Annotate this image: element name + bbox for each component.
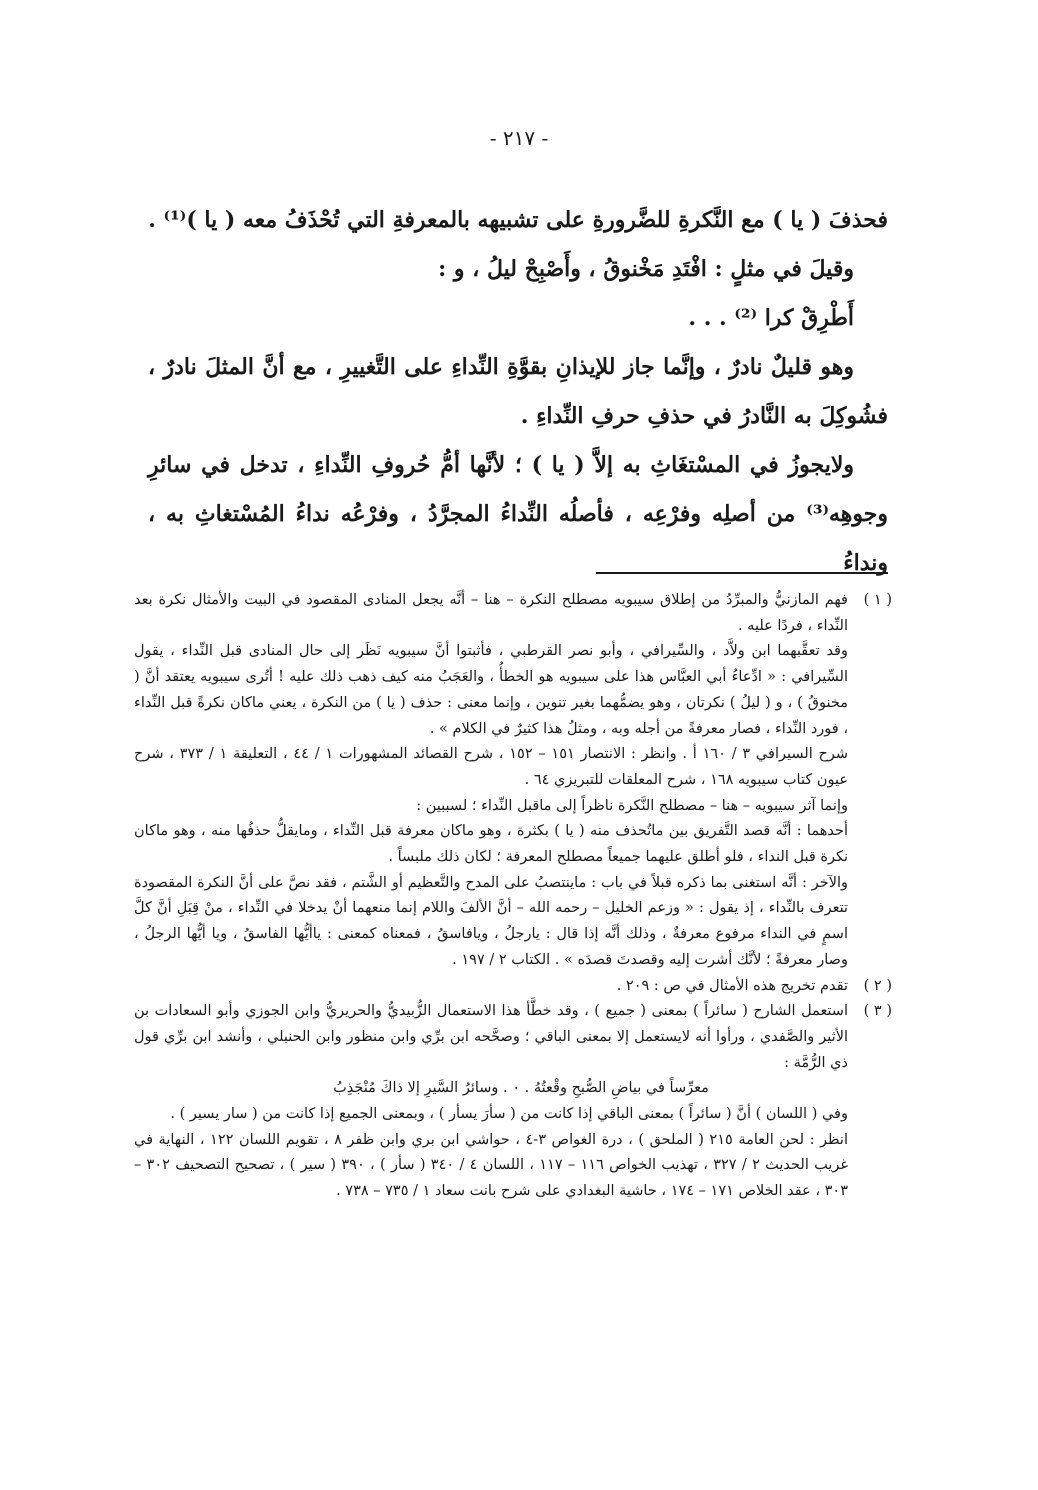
footnote-paragraph: وقد تعقَّبهما ابن ولاَّد ، والسِّيرافي ، وأبو نصر القرطبي ، فأثبتوا أنَّ سيبويه نَظَر إلى حال المنادى قبل النِّداء ، يقول السِّيرافي : « ادِّعاءُ أبي العبَّاس هذا على سيبويه هو الخطأُ ، والعَجَبُ منه كيف ذهب ذلك عليه ! أتُرى سيبويه يعتقد أنَّ ( مخنوقُ ) ، و ( ليلُ ) نكرتان ، وهو يضمُّهما بغير تنوين ، وإنما معنى : حذف ( يا ) من النكرة ، يعني ماكان نكرةً قبل النِّداء ، فورد النِّداء ، فصار معرفةً من أجله وبه ، ومثلُ هذا كثيرٌ في الكلام » . — [134, 643, 848, 737]
footnotes — [134, 588, 892, 1205]
footnote-paragraph: استعمل الشارح ( سائراً ) بمعنى ( جميع ) ، وقد خطَّأ هذا الاستعمال الزُّبيديُّ والحريريُّ وابن الجوزي وأبو السعادات بن الأثير والصَّفدي ، ورأوا أنه لايستعمل إلا بمعنى الباقي ؛ وصحَّحه ابن برِّي وابن منظور وابن الحنبلي ، وأنشد ابن برِّي قول ذي الرُّمَّة : — [134, 1003, 848, 1071]
footnote-3 — [134, 999, 892, 1205]
footnote-1 — [134, 588, 892, 974]
footnote-2 — [134, 974, 892, 1000]
footnote-divider — [596, 572, 888, 574]
footnote-paragraph: أحدهما : أنَّه قصد التَّفريق بين ماتُحذف منه ( يا ) بكثرة ، وهو ماكان معرفة قبل النِّداء ، ومايقلُّ حذفُها منه ، وهو ماكان نكرة قبل النداء ، فلو أطلق عليهما جميعاً مصطلح المعرفة ؛ لكان ذلك ملبساً . — [134, 823, 848, 866]
footnote-body — [134, 999, 848, 1205]
poem-verse: معرِّساً في بياضِ الصُّبحِ وقْعتُهُ . ٠ . وسائرُ السَّيرِ إلا ذاكَ مُنْجَذِبُ — [333, 1080, 709, 1097]
footnote-body — [134, 588, 848, 974]
footnote-number: ( ٢ ) — [863, 977, 892, 994]
footnote-number: ( ٣ ) — [863, 1003, 892, 1020]
main-paragraph: وقيلَ في مثلٍ : افْتَدِ مَخْنوقُ ، وأَصْبِحْ ليلُ ، و : — [438, 256, 854, 282]
footnote-paragraph: وفي ( اللسان ) أنَّ ( سائراً ) بمعنى الباقي إذا كانت من ( سأرَ يسأر ) ، وبمعنى الجميع إذا كانت من ( سار يسير ) . — [170, 1106, 848, 1123]
footnote-paragraph: فهم المازنيُّ والمبرِّدُ من إطلاق سيبويه مصطلح النكرة – هنا – أنَّه يجعل المنادى المقصود في البيت والأمثال نكرة بعد النِّداء ، فردًا عليه . — [134, 592, 848, 634]
footnote-number: ( ١ ) — [863, 592, 892, 608]
footnote-paragraph: والآخر : أنَّه استغنى بما ذكره قبلاً في باب : ماينتصبُ على المدح والتَّعظيم أو الشَّتم ، فقد نصَّ على أنَّ النكرة المقصودة تتعرف بالنِّداء ، إذ يقول : « وزعم الخليل – رحمه الله – أنَّ الألفَ واللام إنما منعهما أنْ يدخلا في النِّداء ، منْ قِبَلِ أنَّ كلَّ اسمٍ في النداء مرفوع معرفةٌ ، وذلك أنَّه إذا قال : يارجلُ ، ويافاسقُ ، فمعناه كمعنى : ياأيُّها الفاسقُ ، ويا أيُّها الرجلُ ، وصار معرفةً ؛ لأنَّك أشرت إليه وقصدتَ قصدَه » . الكتاب ٢ / ١٩٧ . — [134, 874, 848, 968]
page-number: - ٢١٧ - — [489, 126, 549, 150]
main-paragraph: وهو قليلٌ نادرٌ ، وإنَّما جاز للإيذانِ بقوَّةِ النِّداءِ على التَّغييرِ ، مع أنَّ المثلَ نادرٌ ، فشُوكِلَ به النَّادرُ في حذفِ حرفِ النِّداءِ . — [148, 354, 888, 429]
footnote-body — [134, 974, 848, 1000]
main-paragraph: فحذفَ ( يا ) مع النَّكرةِ للضَّرورةِ على تشبيهه بالمعرفةِ التي تُحْذَفُ معه ( يا )⁽¹⁾ . — [148, 207, 888, 233]
footnote-paragraph: انظر : لحن العامة ٢١٥ ( الملحق ) ، درة الغواص ٣-٤ ، حواشي ابن بري وابن ظفر ٨ ، تقويم اللسان ١٢٢ ، النهاية في غريب الحديث ٢ / ٣٢٧ ، تهذيب الخواص ١١٦ – ١١٧ ، اللسان ٤ / ٣٤٠ ( سأر ) ، ٣٩٠ ( سير ) ، تصحيح التصحيف ٣٠٢ – ٣٠٣ ، عقد الخلاص ١٧١ – ١٧٤ ، حاشية البغدادي على شرح بانت سعاد ١ / ٧٣٥ – ٧٣٨ . — [134, 1131, 848, 1200]
main-text — [148, 196, 888, 588]
footnote-paragraph: شرح السيرافي ٣ / ١٦٠ أ . وانظر : الانتصار ١٥١ – ١٥٢ ، شرح القصائد المشهورات ١ / ٤٤ ، التعليقة ١ / ٣٧٣ ، شرح عيون كتاب سيبويه ١٦٨ ، شرح المعلقات للتبريزي ٦٤ . — [134, 746, 848, 788]
footnote-paragraph: تقدم تخريج هذه الأمثال في ص : ٢٠٩ . — [616, 977, 848, 994]
footnote-paragraph: وإنما آثر سيبويه – هنا – مصطلح النَّكرة ناظراً إلى ماقبل النِّداء ؛ لسببين : — [416, 797, 848, 814]
main-paragraph: ولايجوزُ في المسْتغَاثِ به إلاَّ ( يا ) ؛ لأنَّها أمُّ حُروفِ النِّداءِ ، تدخل في سائرِ وجوهِه⁽³⁾ من أصلِه وفرْعِه ، فأصلُه النِّداءُ المجرَّدُ ، وفرْعُه نداءُ المُسْتغاثِ به ، ونداءُ — [148, 452, 888, 576]
proverb-line: أَطْرِقْ كرا ⁽²⁾ . . . — [688, 305, 854, 331]
